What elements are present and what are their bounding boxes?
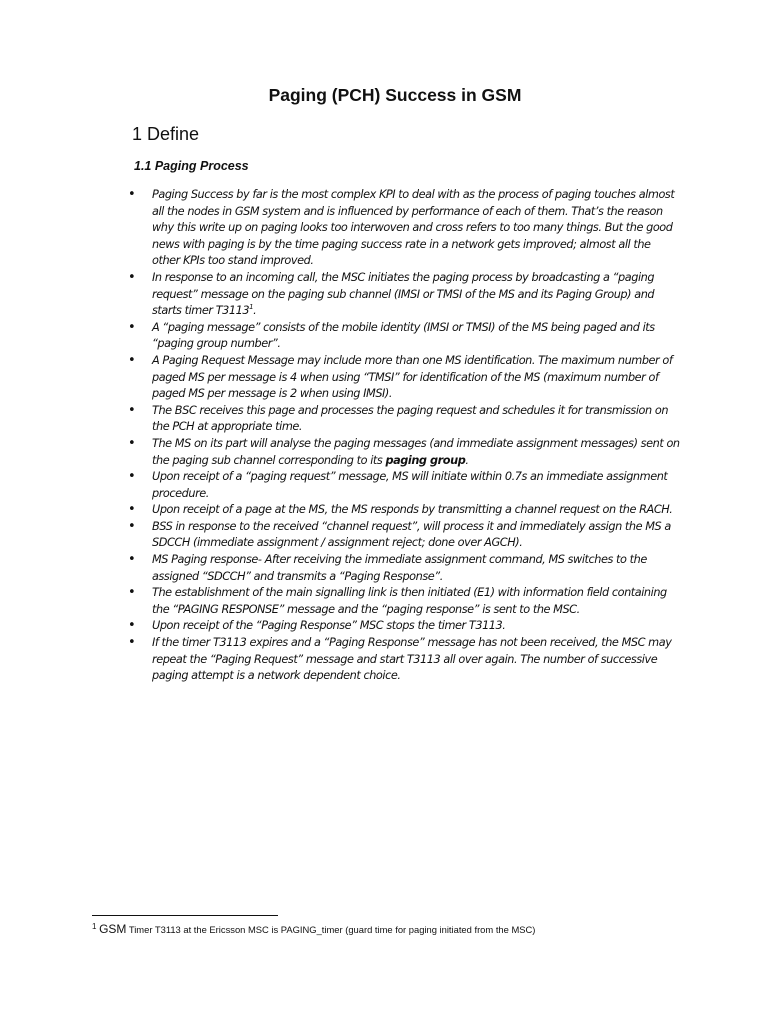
footnote-abbreviation: GSM: [99, 922, 127, 936]
bullet-text: A “paging message” consists of the mobile identity (IMSI or TMSI) of the MS being paged and its “paging group number”.: [152, 320, 655, 351]
bullet-text: Upon receipt of a “paging request” message, MS will initiate within 0.7s an immediate assignment procedure.: [152, 470, 668, 500]
bullet-text: Upon receipt of a page at the MS, the MS responds by transmitting a channel request on the RACH.: [152, 503, 673, 517]
subsection-heading: 1.1 Paging Process: [134, 159, 249, 173]
bullet-icon: •: [128, 552, 136, 568]
bullet-item: [125, 270, 680, 320]
bullet-icon: •: [128, 502, 136, 518]
bullet-icon: •: [128, 435, 136, 451]
section-heading: 1 Define: [132, 124, 200, 144]
bullet-icon: •: [128, 635, 136, 651]
bullet-text: In response to an incoming call, the MSC initiates the paging process by broadcasting a “paging request” message on the paging sub channel (IMSI or TMSI of the MS and its Paging Group) and starts timer T3113: [152, 270, 655, 318]
bullet-item: [125, 469, 680, 502]
bullet-icon: •: [128, 402, 136, 418]
bullet-item: [125, 436, 680, 469]
bullet-text: BSS in response to the received “channel request”, will process it and immediately assign the MS a SDCCH (immediate assignment / assignment reject; done over AGCH).: [152, 519, 671, 550]
bullet-emphasis: paging group: [385, 453, 466, 467]
bullet-text: The BSC receives this page and processes the paging request and schedules it for transmission on the PCH at appropriate time.: [152, 403, 669, 434]
bullet-icon: •: [128, 618, 136, 634]
footnote-reference[interactable]: 1: [249, 303, 254, 312]
bullet-text: The establishment of the main signalling link is then initiated (E1) with information field containing the “PAGING RESPONSE” message and the “paging response” is sent to the MSC.: [152, 586, 667, 616]
bullet-item: [125, 635, 680, 685]
bullet-item: [125, 353, 680, 403]
bullet-item: [125, 320, 680, 353]
bullet-icon: •: [128, 352, 136, 368]
bullet-text: Upon receipt of the “Paging Response” MSC stops the timer T3113.: [152, 619, 506, 633]
bullet-icon: •: [128, 469, 136, 485]
bullet-icon: •: [128, 585, 136, 601]
footnote-mark: 1: [92, 922, 97, 931]
bullet-icon: •: [128, 187, 136, 202]
bullet-text: The MS on its part will analyse the paging messages (and immediate assignment messages) sent on the paging sub channel corresponding to its: [152, 436, 680, 467]
bullet-text: MS Paging response- After receiving the immediate assignment command, MS switches to the assigned “SDCCH” and transmits a “Paging Response”.: [152, 553, 647, 583]
bullet-text: .: [465, 453, 469, 467]
bullet-text: A Paging Request Message may include more than one MS identification. The maximum number of paged MS per message is 4 when using “TMSI” for identification of the MS (maximum number of paged MS per message is 2 when using IMSI).: [152, 353, 673, 401]
bullet-text: If the timer T3113 expires and a “Paging Response” message has not been received, the MSC may repeat the “Paging Request” message and start T3113 all over again. The number of successive paging attempt is a network dependent choice.: [152, 636, 672, 683]
footnote-separator: [92, 915, 278, 916]
bullet-item: [125, 585, 680, 618]
footnote: [92, 922, 535, 936]
bullet-item: [125, 403, 680, 436]
bullet-icon: •: [128, 269, 136, 285]
bullet-item: [125, 187, 680, 270]
bullet-item: [125, 618, 680, 635]
document-title: Paging (PCH) Success in GSM: [268, 85, 522, 105]
bullet-text: Paging Success by far is the most complex KPI to deal with as the process of paging touches almost all the nodes in GSM system and is influenced by performance of each of them. That’s the reason why this write up on paging looks too interwoven and cross refers to too many things. But the good news with paging is by the time paging success rate in a network gets improved; almost all the other KPIs too stand improved.: [152, 188, 675, 268]
footnote-text: Timer T3113 at the Ericsson MSC is PAGING_timer (guard time for paging initiated from the MSC): [126, 924, 536, 935]
bullet-text: .: [253, 304, 257, 318]
bullet-icon: •: [128, 518, 136, 534]
bullet-item: [125, 502, 680, 519]
bullet-item: [125, 519, 680, 552]
bullet-item: [125, 552, 680, 585]
paging-process-bullet-list: [125, 187, 680, 685]
bullet-icon: •: [128, 319, 136, 335]
